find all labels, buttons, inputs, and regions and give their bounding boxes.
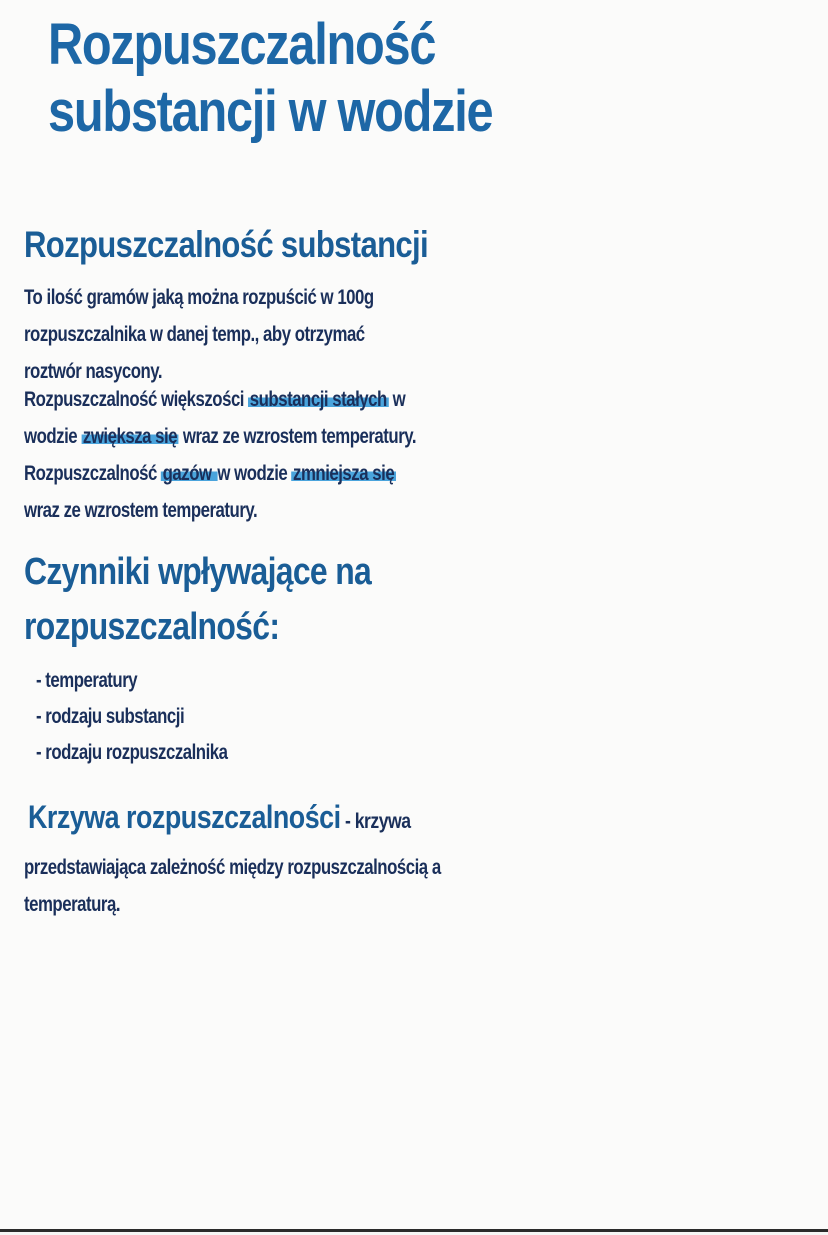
section-heading-krzywa <box>28 798 411 836</box>
highlighted-term: zwiększa się <box>82 425 178 448</box>
text-span: Rozpuszczalność <box>24 462 162 485</box>
text-span: wraz ze wzrostem temperatury. <box>178 425 417 448</box>
list-item: - rodzaju substancji <box>36 705 185 728</box>
solubility-rules-paragraph <box>24 381 416 529</box>
highlighted-term: gazów <box>162 462 216 485</box>
section-heading-rozpuszczalnosc: Rozpuszczalność substancji <box>24 224 428 265</box>
text-line: rozpuszczalnika w danej temp., aby otrzymać <box>24 323 365 346</box>
list-item: - rodzaju rozpuszczalnika <box>36 741 228 764</box>
section-heading-czynniki: Czynniki wpływające na rozpuszczalność: <box>24 551 372 649</box>
text-line: temperaturą. <box>24 893 121 916</box>
text-line: przedstawiająca zależność między rozpuszczalnością a <box>24 856 441 879</box>
krzywa-dash-text: - krzywa <box>340 810 411 833</box>
list-item: - temperatury <box>36 669 138 692</box>
page-title: Rozpuszczalność substancji w wodzie <box>48 12 493 144</box>
text-span: w wodzie <box>217 462 292 485</box>
text-line: wraz ze wzrostem temperatury. <box>24 499 258 522</box>
highlighted-term: substancji stałych <box>249 388 387 411</box>
text-line: To ilość gramów jaką można rozpuścić w 100g <box>24 286 374 309</box>
text-line <box>24 455 416 492</box>
text-line <box>24 381 416 418</box>
text-line <box>24 418 416 455</box>
definition-paragraph <box>24 279 374 390</box>
text-line: roztwór nasycony. <box>24 360 163 383</box>
text-span: Rozpuszczalność większości <box>24 388 249 411</box>
text-span: w <box>388 388 406 411</box>
factors-list <box>36 663 228 771</box>
krzywa-title: Krzywa rozpuszczalności <box>28 799 341 835</box>
text-span: wodzie <box>24 425 82 448</box>
highlighted-term: zmniejsza się <box>293 462 395 485</box>
krzywa-definition <box>24 849 441 923</box>
